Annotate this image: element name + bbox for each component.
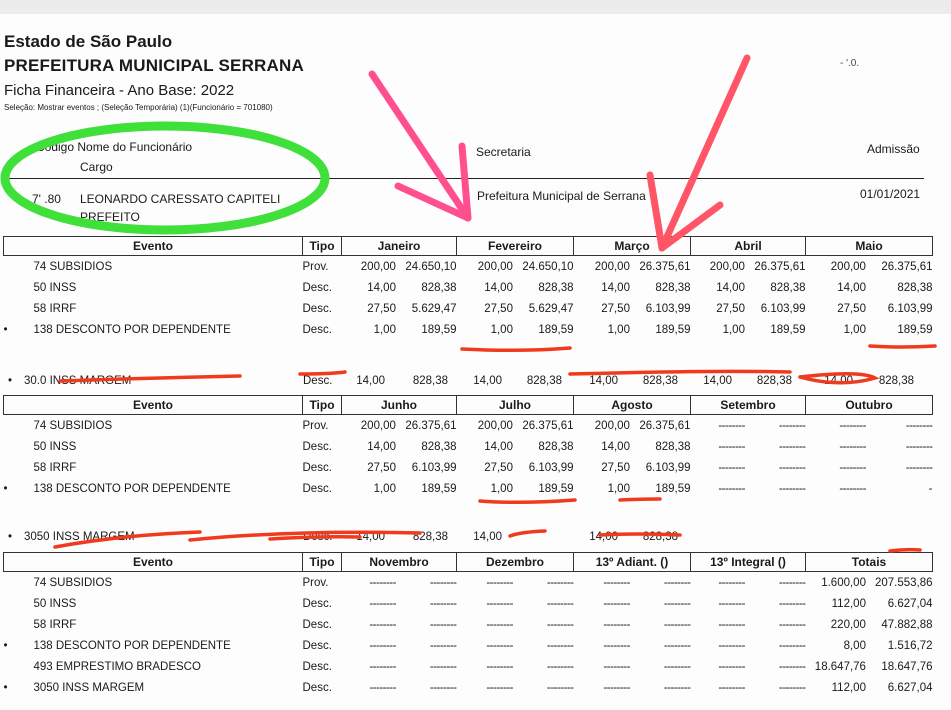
quantity-cell: 200,00 [360, 419, 396, 432]
quantity-cell: 200,00 [477, 419, 513, 432]
table-row [4, 635, 933, 656]
quantity-cell: 112,00 [831, 597, 866, 610]
quantity-cell: 18.647,76 [814, 660, 866, 673]
value-cell: -------- [905, 461, 933, 474]
table-row [4, 277, 933, 298]
quantity-cell: -------- [369, 576, 396, 589]
event-cell [4, 572, 303, 594]
value-cell: 828,38 [538, 440, 574, 453]
quantity-cell: 14,00 [589, 375, 618, 387]
value-cell: 828,38 [412, 531, 448, 543]
value-cell: 207.553,86 [874, 576, 933, 589]
value-cell: -------- [778, 576, 806, 589]
value-cell: 189,59 [770, 323, 806, 336]
table-row [4, 572, 933, 594]
value-cell: -------- [778, 681, 806, 694]
value-cell: -------- [663, 681, 691, 694]
table-row [4, 614, 933, 635]
table-row [4, 478, 933, 499]
value-cell: 18.647,76 [881, 660, 933, 673]
value-cell: 828,38 [878, 375, 914, 387]
quantity-cell: -------- [603, 681, 630, 694]
quantity-cell: -------- [486, 576, 513, 589]
value-cell: 6.103,99 [645, 461, 691, 474]
tipo-cell: Desc. [302, 440, 332, 453]
event-cell [4, 614, 303, 635]
employee-cargo: PREFEITO [80, 210, 140, 224]
row-bullet: • [3, 482, 8, 495]
value-cell: -------- [429, 639, 457, 652]
quantity-cell: -------- [718, 440, 745, 453]
value-cell: -------- [429, 576, 457, 589]
column-header: Totais [806, 553, 933, 572]
quantity-cell: 14,00 [367, 440, 396, 453]
value-cell: -------- [429, 597, 457, 610]
codigo-nome-label: Código Nome do Funcionário [36, 140, 193, 154]
column-header: Tipo [303, 237, 342, 256]
value-cell: -------- [778, 639, 806, 652]
quantity-cell: 200,00 [709, 260, 745, 273]
quantity-cell: -------- [486, 618, 513, 631]
tipo-cell: Prov. [302, 576, 329, 589]
value-cell: -------- [778, 618, 806, 631]
value-cell: 828,38 [756, 375, 792, 387]
quantity-cell: 14,00 [837, 281, 866, 294]
table-row [4, 256, 933, 278]
event-name: 74 SUBSIDIOS [33, 576, 113, 589]
tipo-cell: Desc. [302, 323, 332, 336]
quantity-cell: 14,00 [473, 531, 502, 543]
value-cell: 24.650,10 [522, 260, 574, 273]
value-cell: -------- [546, 639, 574, 652]
quantity-cell: 1,00 [607, 482, 630, 495]
events-table-2 [3, 395, 933, 499]
quantity-cell: -------- [369, 639, 396, 652]
prefeitura-title: PREFEITURA MUNICIPAL SERRANA [4, 56, 304, 75]
row-bullet: • [3, 323, 8, 336]
quantity-cell: 14,00 [484, 281, 513, 294]
column-header: Julho [457, 396, 574, 415]
quantity-cell: 27,50 [484, 302, 513, 315]
quantity-cell: -------- [718, 660, 745, 673]
table-row [4, 457, 933, 478]
quantity-cell: -------- [718, 576, 745, 589]
table-row [4, 319, 933, 340]
event-name: 58 IRRF [33, 461, 77, 474]
events-table-1 [3, 236, 933, 340]
tipo-cell: Desc. [302, 639, 332, 652]
column-header: Evento [4, 396, 303, 415]
quantity-cell: 200,00 [594, 260, 630, 273]
quantity-cell: 200,00 [594, 419, 630, 432]
quantity-cell: 27,50 [716, 302, 745, 315]
quantity-cell: 14,00 [716, 281, 745, 294]
value-cell: -------- [778, 660, 806, 673]
event-name: 138 DESCONTO POR DEPENDENTE [33, 482, 231, 495]
value-cell: -------- [778, 440, 806, 453]
quantity-cell: 14,00 [356, 531, 385, 543]
value-cell: 26.375,61 [639, 419, 691, 432]
value-cell: -------- [663, 618, 691, 631]
quantity-cell: -------- [718, 419, 745, 432]
column-header: Maio [806, 237, 933, 256]
tipo-cell: Prov. [302, 260, 329, 273]
quantity-cell: -------- [603, 618, 630, 631]
value-cell: 189,59 [421, 323, 457, 336]
table-row [4, 298, 933, 319]
tipo-cell: Desc. [302, 618, 332, 631]
event-name: 50 INSS [33, 281, 77, 294]
event-name: 58 IRRF [33, 618, 77, 631]
column-header: Junho [342, 396, 457, 415]
quantity-cell: 27,50 [601, 302, 630, 315]
table-row [4, 677, 933, 698]
value-cell: 47.882,88 [881, 618, 933, 631]
quantity-cell: 112,00 [831, 681, 866, 694]
event-cell [4, 415, 303, 437]
value-cell: -------- [778, 461, 806, 474]
event-name: 3050 INSS MARGEM [33, 681, 145, 694]
quantity-cell: 27,50 [367, 461, 396, 474]
employee-code: 7' .80 [32, 192, 61, 206]
quantity-cell: -------- [603, 639, 630, 652]
event-cell [4, 635, 303, 656]
value-cell: 6.627,04 [887, 681, 933, 694]
event-name: 74 SUBSIDIOS [33, 260, 113, 273]
value-cell: 828,38 [526, 375, 562, 387]
value-cell: -------- [778, 597, 806, 610]
event-name: 58 IRRF [33, 302, 77, 315]
scan-edge [0, 0, 951, 14]
quantity-cell: -------- [718, 681, 745, 694]
event-cell [4, 593, 303, 614]
value-cell: 828,38 [642, 375, 678, 387]
value-cell: -------- [778, 482, 806, 495]
event-cell [4, 677, 303, 698]
value-cell: 1.516,72 [887, 639, 933, 652]
quantity-cell: -------- [369, 681, 396, 694]
tipo-cell: Desc. [303, 531, 333, 543]
column-header: Novembro [342, 553, 457, 572]
column-header: Março [574, 237, 691, 256]
table-header-row [4, 553, 933, 572]
value-cell: 189,59 [655, 482, 691, 495]
value-cell: 189,59 [538, 482, 574, 495]
event-cell [4, 256, 303, 278]
column-header: Agosto [574, 396, 691, 415]
value-cell: -------- [663, 639, 691, 652]
value-cell: -------- [778, 419, 806, 432]
corner-mark: - '.0. [840, 58, 860, 69]
column-header: Tipo [303, 396, 342, 415]
tipo-cell: Desc. [302, 597, 332, 610]
column-header: Dezembro [457, 553, 574, 572]
quantity-cell: -------- [486, 639, 513, 652]
table-row [4, 656, 933, 677]
employee-name: LEONARDO CARESSATO CAPITELI [80, 192, 281, 206]
tipo-cell: Desc. [302, 302, 332, 315]
value-cell: 6.103,99 [645, 302, 691, 315]
quantity-cell: -------- [718, 482, 745, 495]
quantity-cell: -------- [603, 660, 630, 673]
value-cell: 828,38 [421, 440, 457, 453]
quantity-cell: -------- [839, 419, 866, 432]
quantity-cell: 1,00 [490, 323, 513, 336]
value-cell: - [928, 482, 933, 495]
quantity-cell: 27,50 [367, 302, 396, 315]
quantity-cell: -------- [718, 597, 745, 610]
value-cell: 6.103,99 [760, 302, 806, 315]
value-cell: 5.629,47 [528, 302, 574, 315]
event-name: 50 INSS [33, 597, 77, 610]
value-cell: 26.375,61 [639, 260, 691, 273]
column-header: Setembro [691, 396, 806, 415]
value-cell: -------- [663, 597, 691, 610]
value-cell: 6.103,99 [411, 461, 457, 474]
quantity-cell: 14.00 [824, 375, 853, 387]
tipo-cell: Desc. [302, 461, 332, 474]
tipo-cell: Prov. [302, 419, 329, 432]
quantity-cell: 220,00 [830, 618, 866, 631]
table-header-row [4, 396, 933, 415]
column-header: 13º Integral () [691, 553, 806, 572]
value-cell: 828,38 [538, 281, 574, 294]
value-cell: 828,38 [412, 375, 448, 387]
value-cell: 828,38 [642, 531, 678, 543]
quantity-cell: -------- [718, 639, 745, 652]
event-cell [4, 436, 303, 457]
quantity-cell: 8,00 [843, 639, 866, 652]
row-bullet: • [3, 639, 8, 652]
value-cell: 828,38 [897, 281, 933, 294]
value-cell: 189,59 [538, 323, 574, 336]
value-cell: -------- [546, 660, 574, 673]
event-cell [4, 478, 303, 499]
tipo-cell: Desc. [302, 482, 332, 495]
value-cell: -------- [546, 597, 574, 610]
quantity-cell: 14,00 [367, 281, 396, 294]
value-cell: -------- [663, 576, 691, 589]
quantity-cell: 1,00 [373, 323, 396, 336]
quantity-cell: 27,50 [484, 461, 513, 474]
value-cell: 189,59 [655, 323, 691, 336]
quantity-cell: -------- [486, 597, 513, 610]
quantity-cell: -------- [839, 461, 866, 474]
value-cell: 24.650,10 [405, 260, 457, 273]
employee-admissao: 01/01/2021 [860, 187, 921, 201]
column-header: Evento [4, 237, 303, 256]
event-cell [4, 277, 303, 298]
value-cell: -------- [905, 440, 933, 453]
quantity-cell: 200,00 [360, 260, 396, 273]
red-arrow-annotation [650, 58, 747, 248]
column-header: Outubro [806, 396, 933, 415]
quantity-cell: 14,00 [601, 440, 630, 453]
cargo-label: Cargo [80, 160, 113, 174]
pink-arrow-annotation [372, 74, 468, 218]
table-row [4, 436, 933, 457]
row-bullet: • [3, 681, 8, 694]
value-cell: -------- [546, 576, 574, 589]
value-cell: 828,38 [421, 281, 457, 294]
event-name: 493 EMPRESTIMO BRADESCO [33, 660, 201, 673]
value-cell: -------- [429, 618, 457, 631]
value-cell: 6.103,99 [887, 302, 933, 315]
quantity-cell: 200,00 [830, 260, 866, 273]
value-cell: -------- [546, 618, 574, 631]
quantity-cell: 1,00 [373, 482, 396, 495]
value-cell: 26.375,61 [522, 419, 574, 432]
quantity-cell: 14,00 [484, 440, 513, 453]
quantity-cell: 200,00 [477, 260, 513, 273]
quantity-cell: -------- [718, 618, 745, 631]
quantity-cell: 1,00 [490, 482, 513, 495]
quantity-cell: -------- [718, 461, 745, 474]
admissao-label: Admissão [867, 142, 920, 156]
value-cell: -------- [546, 681, 574, 694]
event-cell [4, 319, 303, 340]
quantity-cell: 27,50 [601, 461, 630, 474]
value-cell: 828,38 [655, 440, 691, 453]
quantity-cell: 14,00 [473, 375, 502, 387]
value-cell: 5.629,47 [411, 302, 457, 315]
state-title: Estado de São Paulo [4, 32, 173, 51]
quantity-cell: 1,00 [607, 323, 630, 336]
table-row [4, 415, 933, 437]
event-cell [4, 656, 303, 677]
event-cell [4, 457, 303, 478]
quantity-cell: -------- [603, 597, 630, 610]
value-cell: 189,59 [897, 323, 933, 336]
value-cell: 6.103,99 [528, 461, 574, 474]
value-cell: 26.375,61 [754, 260, 806, 273]
value-cell: 828,38 [770, 281, 806, 294]
value-cell: -------- [429, 660, 457, 673]
value-cell: 26.375,61 [405, 419, 457, 432]
quantity-cell: -------- [839, 440, 866, 453]
value-cell: 828,38 [655, 281, 691, 294]
value-cell: -------- [663, 660, 691, 673]
value-cell: -------- [905, 419, 933, 432]
secretaria-label: Secretaria [476, 145, 531, 159]
event-name: 30.0 INSS MARGEM [24, 375, 132, 387]
tipo-cell: Desc. [302, 281, 332, 294]
quantity-cell: 1.600,00 [821, 576, 866, 589]
event-name: 138 DESCONTO POR DEPENDENTE [33, 639, 231, 652]
quantity-cell: 14,00 [601, 281, 630, 294]
column-header: Abril [691, 237, 806, 256]
quantity-cell: -------- [603, 576, 630, 589]
selection-note: Seleção: Mostrar eventos ; (Seleção Temporária) (1)(Funcionário = 701080) [4, 103, 273, 112]
quantity-cell: 1,00 [722, 323, 745, 336]
value-cell: -------- [429, 681, 457, 694]
quantity-cell: -------- [486, 660, 513, 673]
employee-secretaria: Prefeitura Municipal de Serrana [477, 189, 646, 203]
quantity-cell: 1,00 [843, 323, 866, 336]
event-name: 74 SUBSIDIOS [33, 419, 113, 432]
quantity-cell: 27,50 [837, 302, 866, 315]
row-bullet: • [8, 531, 13, 543]
quantity-cell: -------- [369, 660, 396, 673]
column-header: Fevereiro [457, 237, 574, 256]
column-header: 13º Adiant. () [574, 553, 691, 572]
tipo-cell: Desc. [302, 681, 332, 694]
event-name: 138 DESCONTO POR DEPENDENTE [33, 323, 231, 336]
table-row [4, 593, 933, 614]
quantity-cell: -------- [486, 681, 513, 694]
tipo-cell: Desc. [302, 660, 332, 673]
quantity-cell: 14,00 [703, 375, 732, 387]
column-header: Janeiro [342, 237, 457, 256]
quantity-cell: -------- [839, 482, 866, 495]
value-cell: 26.375,61 [881, 260, 933, 273]
quantity-cell: -------- [369, 618, 396, 631]
table-header-row [4, 237, 933, 256]
events-table-3 [3, 552, 933, 698]
quantity-cell: 14,00 [589, 531, 618, 543]
ficha-title: Ficha Financeira - Ano Base: 2022 [4, 82, 235, 99]
value-cell: 189,59 [421, 482, 457, 495]
quantity-cell: -------- [369, 597, 396, 610]
event-name: 3050 INSS MARGEM [24, 531, 135, 543]
header-divider [4, 178, 924, 179]
tipo-cell: Desc. [303, 375, 333, 387]
value-cell: 6.627,04 [887, 597, 933, 610]
column-header: Evento [4, 553, 303, 572]
column-header: Tipo [303, 553, 342, 572]
event-cell [4, 298, 303, 319]
row-bullet: • [8, 375, 13, 387]
event-name: 50 INSS [33, 440, 77, 453]
quantity-cell: 14,00 [356, 375, 385, 387]
